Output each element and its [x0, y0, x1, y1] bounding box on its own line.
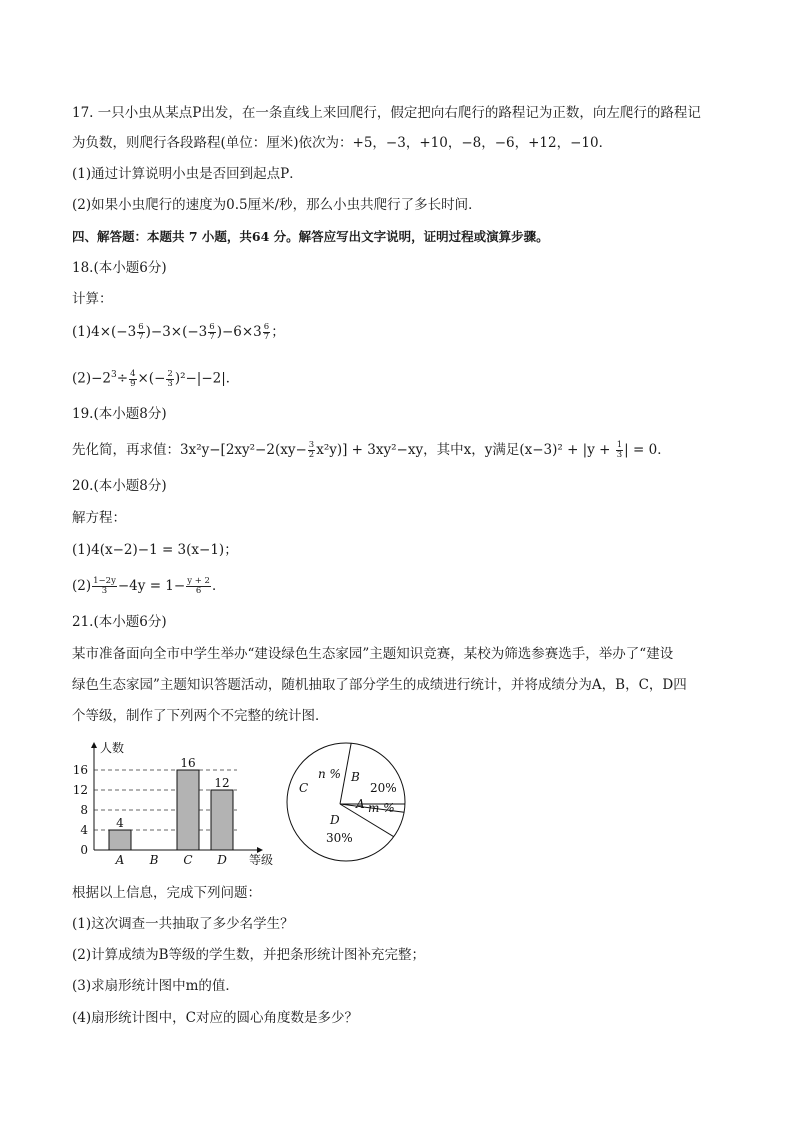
fraction-6-7: $\frac{6}{7}$: [138, 322, 144, 342]
q18-part1: [72, 322, 285, 342]
q21-heading: 21.(本小题6分): [72, 614, 167, 630]
bar-A: [109, 830, 131, 850]
fraction-1-3: $\frac{1}{3}$: [616, 440, 623, 460]
q20-p2-text-c: ．: [211, 578, 226, 594]
fraction-3-2: $\frac{3}{2}$: [308, 440, 315, 460]
q21-part3: (3)求扇形统计图中m的值．: [72, 978, 239, 994]
pie-chart: [284, 738, 414, 868]
bar-chart: [72, 738, 287, 868]
q17-line1: 17. 一只小虫从某点P出发，在一条直线上来回爬行，假定把向右爬行的路程记为正数，向左爬行的路程记: [72, 105, 701, 121]
data-label-C: 16: [180, 756, 196, 770]
y-axis-label: 人数: [100, 741, 125, 755]
q18-p1-text-a: (1)4×(−3: [72, 324, 137, 340]
fraction-6-7: $\frac{6}{7}$: [209, 322, 215, 342]
q18-instruction: 计算：: [72, 291, 113, 307]
q21-after: 根据以上信息，完成下列问题：: [72, 885, 261, 901]
x-axis-label: 等级: [249, 853, 274, 867]
y-tick-label: 4: [80, 823, 88, 837]
slice-value-b: 20%: [370, 781, 397, 795]
q21-line1: 某市准备面向全市中学生举办“建设绿色生态家园”主题知识竞赛，某校为筛选参赛选手，举办了“建设: [72, 646, 674, 662]
q19-body: [72, 440, 671, 460]
q20-heading: 20.(本小题8分): [72, 478, 167, 494]
y-tick-label: 12: [72, 783, 88, 797]
slice-label-b: B: [351, 770, 360, 784]
q18-p1-text-b: )−3×(−3: [145, 324, 208, 340]
q20-part2: [72, 576, 225, 596]
statistics-figures: [72, 738, 432, 868]
q18-p2-text-b: ×(−: [137, 370, 166, 387]
fraction-6-7: $\frac{6}{7}$: [263, 322, 270, 342]
y-tick-label: 0: [80, 843, 88, 857]
q18-p2-text-a: (2)−2: [72, 370, 112, 387]
y-axis-arrow: [91, 742, 97, 748]
q19-text-a: 先化简，再求值：3x²y−[2xy²−2(xy−: [72, 442, 307, 458]
slice-label-c: C: [299, 781, 309, 795]
x-tick-label: B: [149, 853, 159, 867]
q18-part2: [72, 365, 239, 389]
q21-line2: 绿色生态家园”主题知识答题活动，随机抽取了部分学生的成绩进行统计，并将成绩分为A，B，C，D四: [72, 677, 687, 693]
y-tick-label: 8: [80, 803, 88, 817]
q17-line2: 为负数，则爬行各段路程(单位：厘米)依次为：+5，−3，+10，−8，−6，+12，−10．: [72, 135, 613, 151]
slice-value-d: 30%: [326, 831, 353, 845]
data-label-A: 4: [116, 816, 124, 830]
q18-p1-text-c: )−6×3: [216, 324, 262, 340]
q17-part2: (2)如果小虫爬行的速度为0.5厘米/秒，那么小虫共爬行了多长时间．: [72, 197, 482, 213]
bar-D: [211, 790, 233, 850]
q17-part1: (1)通过计算说明小虫是否回到起点P．: [72, 166, 303, 182]
q20-p2-text-b: −4y = 1−: [117, 578, 186, 594]
q20-part1: (1)4(x−2)−1 = 3(x−1)；: [72, 542, 238, 558]
q21-part1: (1)这次调查一共抽取了多少名学生？: [72, 916, 294, 932]
slice-label-a: A: [356, 797, 365, 811]
q18-p2-divide: ÷: [116, 370, 129, 387]
q18-heading: 18.(本小题6分): [72, 260, 167, 276]
pie-divider: [340, 743, 351, 804]
slice-label-d: D: [330, 813, 340, 827]
q20-instruction: 解方程：: [72, 510, 126, 526]
q21-line3: 个等级，制作了下列两个不完整的统计图．: [72, 708, 329, 724]
section-4-heading: 四、解答题：本题共 7 小题，共64 分。解答应写出文字说明，证明过程或演算步骤。: [72, 229, 549, 244]
x-tick-label: A: [115, 853, 125, 867]
slice-value-a: m %: [368, 801, 395, 815]
q19-text-b: x²y)] + 3xy²−xy，其中x，y满足(x−3)² + |y +: [316, 442, 615, 458]
q19-heading: 19.(本小题8分): [72, 406, 167, 422]
fraction-2-3: $\frac{2}{3}$: [167, 368, 173, 389]
fraction-1-2y-over-3: $\frac{1-2y}{3}$: [93, 576, 116, 596]
slice-value-c: n %: [318, 767, 341, 781]
y-tick-label: 16: [72, 763, 88, 777]
q21-part4: (4)扇形统计图中，C对应的圆心角度数是多少？: [72, 1010, 358, 1026]
fraction-y-plus-2-over-6: $\frac{y + 2}{6}$: [187, 576, 210, 596]
bar-C: [177, 770, 199, 850]
q20-p2-text-a: (2): [72, 578, 92, 594]
q21-part2: (2)计算成绩为B等级的学生数，并把条形统计图补充完整；: [72, 947, 426, 963]
fraction-4-9: $\frac{4}{9}$: [130, 368, 136, 389]
q18-p2-text-c: )²−|−2|．: [174, 370, 240, 387]
q18-p1-text-d: ；: [271, 324, 285, 340]
data-label-D: 12: [214, 776, 230, 790]
x-tick-label: C: [183, 853, 193, 867]
q19-text-c: | = 0．: [624, 442, 671, 458]
q18-p2-exponent: 3: [111, 370, 117, 380]
x-tick-label: D: [217, 853, 227, 867]
